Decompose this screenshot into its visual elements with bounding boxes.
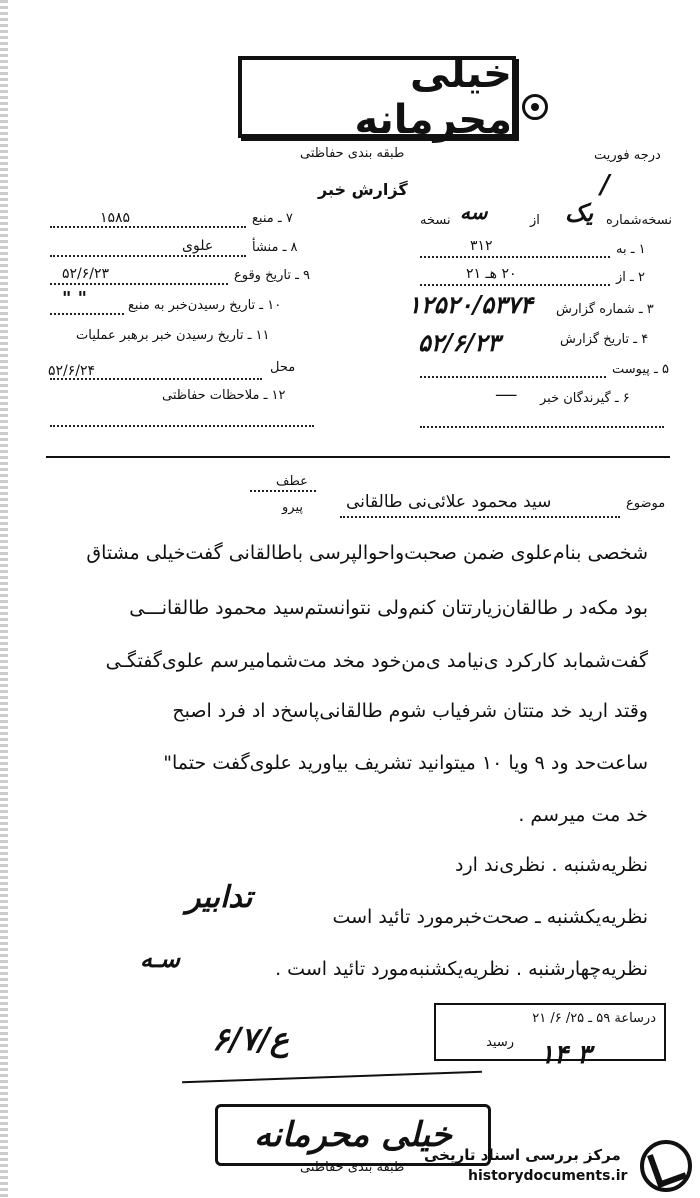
signature-underline — [182, 1071, 482, 1083]
field-ops-receipt-value: ۵۲/۶/۲۴ — [48, 363, 96, 379]
classification-label: طبقه بندی حفاظتی — [300, 146, 405, 161]
copy-number-value: یک — [565, 198, 594, 227]
signature-bottom: ۶/ع/۷ — [212, 1020, 289, 1058]
signature-one: تدابیر — [186, 880, 253, 915]
classification-bottom-text: خیلی محرمانه — [254, 1115, 452, 1155]
copy-label-2: نسخه — [420, 213, 451, 228]
copy-number-label: نسخه‌شماره — [606, 213, 673, 228]
body-line-1: شخصی بنام‌علوی ضمن صحبت‌واحوالپرسی باطالقانی گفت‌خیلی مشتاق — [86, 542, 648, 564]
field-from-label: ۲ ـ از — [616, 270, 645, 285]
receipt-handwritten-number: ۱۴ ۳ — [540, 1040, 591, 1070]
field-event-date-line — [50, 283, 228, 285]
field-recipients-label: ۶ ـ گیرندگان خبر — [540, 391, 630, 406]
reference-value: پیرو — [282, 500, 303, 515]
body-line-4: وقتد ارید خد متتان شرفیاب شوم طالقانی‌پاسخ‌د اد فرد اصبح — [172, 700, 648, 722]
field-attachment-line — [420, 376, 606, 378]
signature-two: سـه — [140, 944, 181, 973]
field-recipients-value: ـــــ — [496, 384, 517, 400]
classification-stamp-top — [238, 51, 516, 143]
field-to-line — [420, 256, 610, 258]
field-report-number-value: ۱۲۵۲۰/۵۳۷۴ — [408, 290, 533, 319]
field-origin-value: علوی — [182, 238, 214, 254]
field-report-number-label: ۳ ـ شماره گزارش — [556, 302, 654, 317]
receipt-stamp-line-1: درساعة ۵۹ ـ ۲۵/ ۶/ ۲۱ — [532, 1011, 656, 1026]
field-source-receipt-line — [50, 313, 124, 315]
copy-total-value: سه — [460, 200, 488, 224]
header-separator — [46, 456, 670, 458]
punch-hole-mark — [522, 94, 548, 120]
field-from-value: ۲۰ هـ ۲۱ — [466, 266, 517, 282]
field-to-value: ۳۱۲ — [470, 238, 493, 254]
field-recipients-line — [420, 426, 664, 428]
report-title: گزارش خبر — [318, 180, 408, 199]
field-event-date-value: ۵۲/۶/۲۳ — [62, 266, 110, 282]
field-ops-receipt-line — [50, 378, 262, 380]
field-attachment-label: ۵ ـ پیوست — [612, 362, 669, 377]
field-event-date-label: ۹ ـ تاریخ وقوع — [234, 268, 311, 283]
body-line-7: نظریه‌شنبه . نظری‌ند ارد — [455, 854, 648, 876]
field-place-label: محل — [270, 360, 296, 375]
urgency-mark: / — [600, 170, 610, 200]
subject-value: سید محمود علائی‌نی طالقانی — [346, 492, 552, 512]
watermark-logo-icon — [640, 1140, 692, 1192]
scan-margin-edge — [0, 0, 8, 1198]
field-source-receipt-label: ۱۰ ـ تاریخ رسیدن‌خبر به منبع — [128, 298, 282, 313]
watermark-title: مرکز بررسی اسناد تاریخی — [424, 1146, 621, 1164]
field-security-notes-line — [50, 425, 314, 427]
subject-label: موضوع — [626, 496, 666, 511]
reference-label: عطف — [276, 474, 308, 489]
field-from-line — [420, 284, 610, 286]
classification-top-text: خیلی محرمانه — [354, 51, 512, 143]
body-line-5: ساعت‌حد ود ۹ ویا ۱۰ میتوانید تشریف بیاورید علوی‌گفت حتما" — [163, 752, 648, 774]
field-source-label: ۷ ـ منبع — [252, 211, 293, 226]
field-origin-label: ۸ ـ منشأ — [252, 240, 298, 255]
field-report-date-value: ۵۲/۶/۲۳ — [418, 328, 500, 357]
urgency-label: درجه فوریت — [594, 148, 661, 163]
field-report-date-label: ۴ ـ تاریخ گزارش — [560, 332, 649, 347]
field-security-notes-label: ۱۲ ـ ملاحظات حفاظتی — [162, 388, 286, 403]
receipt-stamp-line-2: رسید — [486, 1035, 514, 1050]
body-line-2: بود مکه‌د ر طالقان‌زیارتتان کنم‌ولی نتوانستم‌سید محمود طالقانـــی — [129, 597, 648, 619]
field-source-value: ۱۵۸۵ — [100, 210, 131, 226]
classification-label-bottom: طبقه بندی حفاظتی — [300, 1160, 405, 1175]
body-line-6: خد مت میرسم . — [518, 804, 648, 826]
watermark-url: historydocuments.ir — [468, 1168, 628, 1184]
body-line-3: گفت‌شمابد کارکرد ی‌نیامد ی‌من‌خود مخد مت‌شمامیرسم علوی‌گفتگـی — [105, 650, 648, 672]
field-source-receipt-value: " " — [62, 288, 88, 309]
body-line-9: نظریه‌چهارشنبه . نظریه‌یکشنبه‌مورد تائید است . — [275, 958, 648, 980]
field-origin-line — [50, 255, 246, 257]
field-to-label: ۱ ـ به — [616, 242, 646, 257]
copy-from-label: از — [530, 213, 540, 228]
body-line-8: نظریه‌یکشنبه ـ صحت‌خبرمورد تائید است — [332, 906, 648, 928]
reference-line — [250, 490, 316, 492]
field-ops-receipt-label: ۱۱ ـ تاریخ رسیدن خبر برهبر عملیات — [76, 328, 270, 343]
field-source-line — [50, 226, 246, 228]
subject-line — [340, 516, 620, 518]
